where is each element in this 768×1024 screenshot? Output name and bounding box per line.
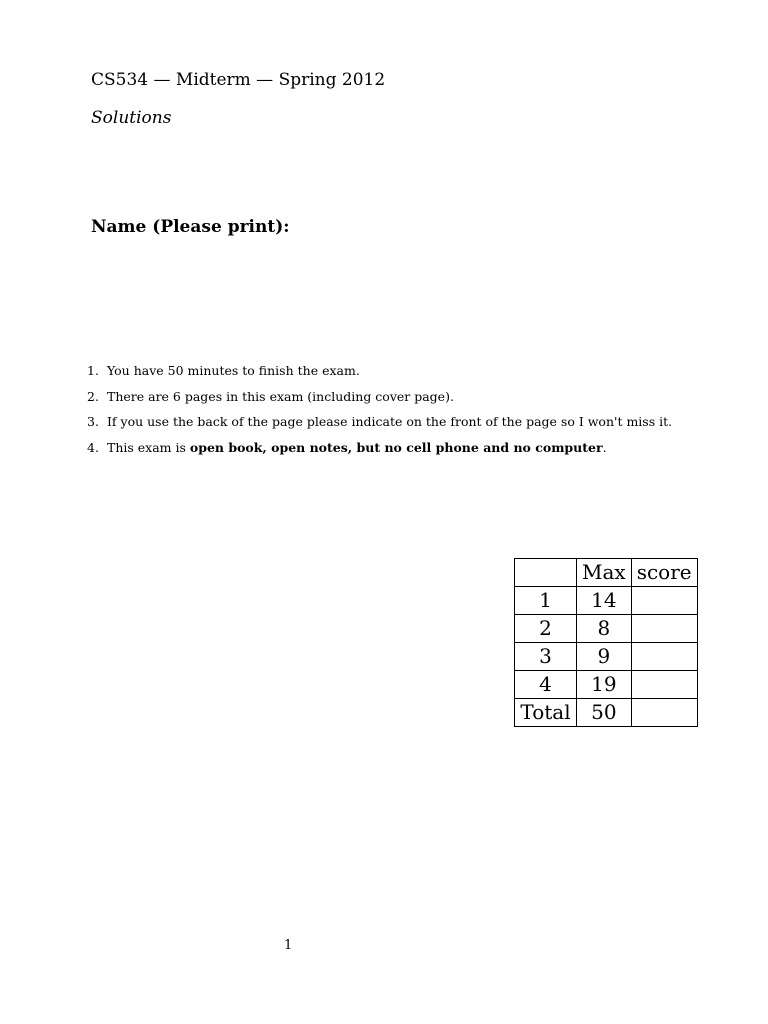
total-label-cell: Total <box>515 699 577 727</box>
header-cell-max: Max <box>577 559 632 587</box>
score-cell <box>631 643 697 671</box>
exam-title: CS534 — Midterm — Spring 2012 <box>91 70 386 90</box>
total-score-cell <box>631 699 697 727</box>
page-number: 1 <box>284 938 293 953</box>
table-row <box>515 615 698 643</box>
score-cell <box>631 587 697 615</box>
instruction-text: You have 50 minutes to finish the exam. <box>106 363 360 378</box>
max-cell: 19 <box>577 671 632 699</box>
table-row <box>515 643 698 671</box>
instruction-tail: . <box>602 439 607 455</box>
table-row <box>515 587 698 615</box>
instruction-text: If you use the back of the page please indicate on the front of the page so I won't miss it. <box>106 414 673 429</box>
total-max-cell: 50 <box>577 699 632 727</box>
score-cell <box>631 671 697 699</box>
header-cell-blank <box>515 559 577 587</box>
instruction-text: There are 6 pages in this exam (including cover page). <box>106 388 454 404</box>
problem-cell: 2 <box>515 615 577 643</box>
score-cell <box>631 615 697 643</box>
instruction-text: This exam is <box>106 439 190 455</box>
problem-cell: 1 <box>515 587 577 615</box>
score-table <box>514 558 698 727</box>
problem-cell: 3 <box>515 643 577 671</box>
name-field-label: Name (Please print): <box>91 217 290 237</box>
header-cell-score: score <box>631 559 697 587</box>
instruction-emphasis: open book, open notes, but no cell phone and no computer <box>189 439 603 455</box>
instructions-list <box>87 358 672 460</box>
instruction-number: 4. <box>87 439 99 455</box>
max-cell: 14 <box>577 587 632 615</box>
exam-subtitle: Solutions <box>91 108 172 128</box>
instruction-item <box>87 384 672 410</box>
instruction-number: 3. <box>87 414 99 429</box>
max-cell: 8 <box>577 615 632 643</box>
table-row-total <box>515 699 698 727</box>
instruction-item <box>87 435 672 461</box>
problem-cell: 4 <box>515 671 577 699</box>
table-row <box>515 671 698 699</box>
instruction-item <box>87 409 672 435</box>
table-header-row <box>515 559 698 587</box>
instruction-number: 1. <box>87 363 99 378</box>
instruction-item <box>87 358 672 384</box>
instruction-number: 2. <box>87 388 99 404</box>
max-cell: 9 <box>577 643 632 671</box>
